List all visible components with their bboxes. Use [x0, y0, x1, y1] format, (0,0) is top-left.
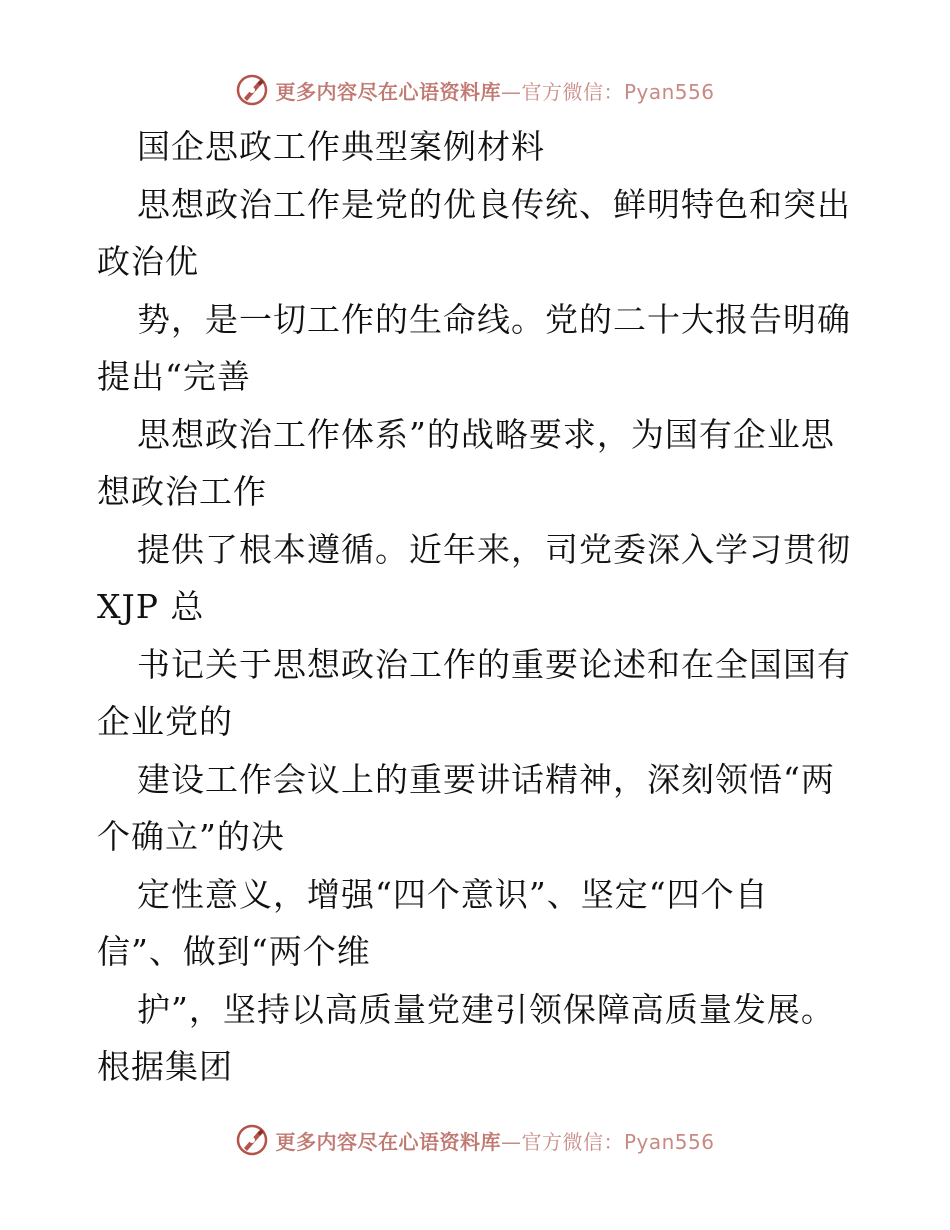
banner-separator: —: [500, 1129, 522, 1154]
doc-line: 建设工作会议上的重要讲话精神，深刻领悟“两: [137, 759, 835, 799]
doc-line: 个确立”的决: [97, 817, 285, 856]
header-banner: [0, 70, 950, 110]
banner-main-text: 更多内容尽在心语资料库: [275, 79, 501, 104]
banner-text: [275, 1126, 714, 1155]
doc-line: 国企思政工作典型案例材料: [137, 127, 545, 166]
doc-line: 根据集团: [97, 1047, 233, 1086]
doc-line: 势，是一切工作的生命线。党的二十大报告明确: [137, 299, 851, 339]
doc-line: 思想政治工作体系”的战略要求，为国有企业思: [137, 414, 835, 454]
doc-line: 提出“完善: [97, 357, 251, 396]
banner-main-text: 更多内容尽在心语资料库: [275, 1129, 501, 1154]
pen-logo-icon: [235, 73, 269, 107]
doc-line: 护”，坚持以高质量党建引领保障高质量发展。: [137, 989, 835, 1029]
doc-line: 政治优: [97, 242, 199, 281]
doc-line: 信”、做到“两个维: [97, 932, 371, 971]
banner-contact-text: 官方微信：Pyan556: [521, 1129, 715, 1154]
pen-logo-icon: [235, 1123, 269, 1157]
doc-line: 思想政治工作是党的优良传统、鲜明特色和突出: [137, 184, 851, 224]
doc-line: XJP 总: [97, 587, 205, 626]
doc-line: 提供了根本遵循。近年来，司党委深入学习贯彻: [137, 529, 851, 569]
banner-text: [275, 76, 714, 105]
doc-line: 书记关于思想政治工作的重要论述和在全国国有: [137, 644, 851, 684]
footer-banner: [0, 1120, 950, 1160]
banner-contact-text: 官方微信：Pyan556: [521, 79, 715, 104]
doc-line: 企业党的: [97, 702, 233, 741]
doc-line: 定性意义，增强“四个意识”、坚定“四个自: [137, 874, 769, 914]
doc-line: 想政治工作: [97, 472, 267, 511]
banner-separator: —: [500, 79, 522, 104]
document-body: [97, 118, 857, 1096]
